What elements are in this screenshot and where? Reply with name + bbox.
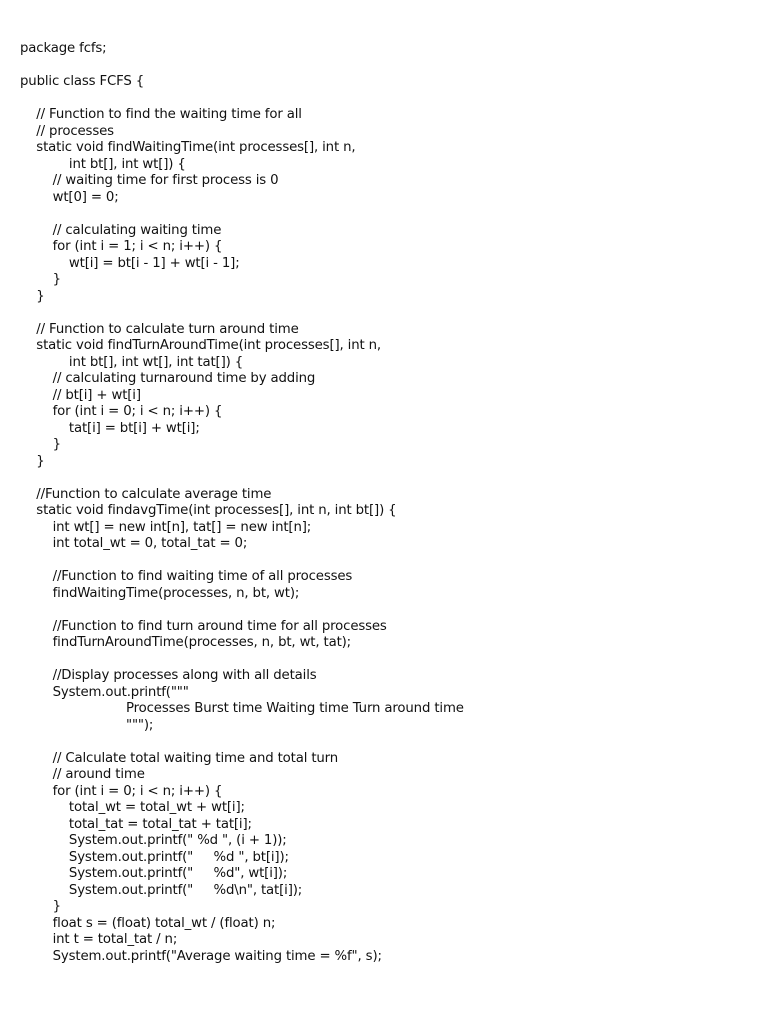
code-line: wt[i] = bt[i - 1] + wt[i - 1]; bbox=[20, 255, 240, 271]
code-line: // calculating waiting time bbox=[20, 222, 222, 238]
code-line: float s = (float) total_wt / (float) n; bbox=[20, 915, 276, 931]
code-line bbox=[20, 58, 760, 75]
code-line: //Function to find waiting time of all processes bbox=[20, 569, 353, 584]
code-line: System.out.printf(" %d\n", tat[i]); bbox=[20, 882, 303, 898]
code-line: //Display processes along with all details bbox=[20, 668, 317, 683]
code-line bbox=[20, 734, 760, 751]
code-line: Processes Burst time Waiting time Turn around time bbox=[20, 701, 464, 716]
code-line bbox=[20, 602, 760, 619]
code-line: for (int i = 1; i < n; i++) { bbox=[20, 239, 223, 254]
code-line: """); bbox=[20, 717, 154, 733]
code-line: int bt[], int wt[]) { bbox=[20, 156, 186, 172]
code-line: System.out.printf(" %d", wt[i]); bbox=[20, 866, 288, 881]
code-line bbox=[20, 553, 760, 570]
code-line: } bbox=[20, 288, 45, 304]
code-line: // Calculate total waiting time and total turn bbox=[20, 750, 339, 766]
code-line: // calculating turnaround time by adding bbox=[20, 371, 316, 386]
code-line: for (int i = 0; i < n; i++) { bbox=[20, 783, 223, 799]
code-line: public class FCFS { bbox=[20, 74, 145, 89]
code-line: static void findTurnAroundTime(int processes[], int n, bbox=[20, 338, 381, 353]
code-line: static void findavgTime(int processes[], int n, int bt[]) { bbox=[20, 503, 397, 518]
code-line: } bbox=[20, 272, 61, 287]
code-line: int total_wt = 0, total_tat = 0; bbox=[20, 536, 248, 551]
code-line: // Function to calculate turn around time bbox=[20, 321, 299, 337]
code-line: wt[0] = 0; bbox=[20, 189, 119, 205]
code-line: total_wt = total_wt + wt[i]; bbox=[20, 800, 245, 815]
code-line: //Function to find turn around time for all processes bbox=[20, 618, 387, 634]
code-line: static void findWaitingTime(int processes[], int n, bbox=[20, 140, 356, 155]
code-line: total_tat = total_tat + tat[i]; bbox=[20, 816, 252, 832]
code-line: tat[i] = bt[i] + wt[i]; bbox=[20, 420, 200, 436]
code-line bbox=[20, 305, 760, 322]
code-line: System.out.printf("Average waiting time = %f", s); bbox=[20, 948, 382, 964]
code-line: for (int i = 0; i < n; i++) { bbox=[20, 404, 223, 419]
code-line: int t = total_tat / n; bbox=[20, 932, 178, 947]
code-line: package fcfs; bbox=[20, 41, 107, 56]
code-line bbox=[20, 652, 760, 669]
code-line: //Function to calculate average time bbox=[20, 486, 272, 502]
code-line: } bbox=[20, 453, 45, 469]
code-line: } bbox=[20, 899, 61, 914]
code-line: findTurnAroundTime(processes, n, bt, wt, tat); bbox=[20, 635, 352, 650]
code-line: // Function to find the waiting time for all bbox=[20, 107, 302, 122]
code-line: // around time bbox=[20, 767, 145, 782]
code-line: int bt[], int wt[], int tat[]) { bbox=[20, 354, 244, 370]
code-line bbox=[20, 91, 760, 108]
code-line: System.out.printf(""" bbox=[20, 684, 189, 700]
code-line: // bt[i] + wt[i] bbox=[20, 387, 141, 403]
code-line: // processes bbox=[20, 123, 114, 139]
code-document bbox=[20, 41, 760, 965]
code-line: findWaitingTime(processes, n, bt, wt); bbox=[20, 585, 300, 601]
code-line bbox=[20, 206, 760, 223]
code-line: System.out.printf(" %d ", (i + 1)); bbox=[20, 833, 287, 848]
code-line: // waiting time for first process is 0 bbox=[20, 173, 279, 188]
code-line bbox=[20, 470, 760, 487]
code-line: } bbox=[20, 437, 61, 452]
code-line: int wt[] = new int[n], tat[] = new int[n]; bbox=[20, 519, 312, 535]
code-line: System.out.printf(" %d ", bt[i]); bbox=[20, 849, 289, 865]
